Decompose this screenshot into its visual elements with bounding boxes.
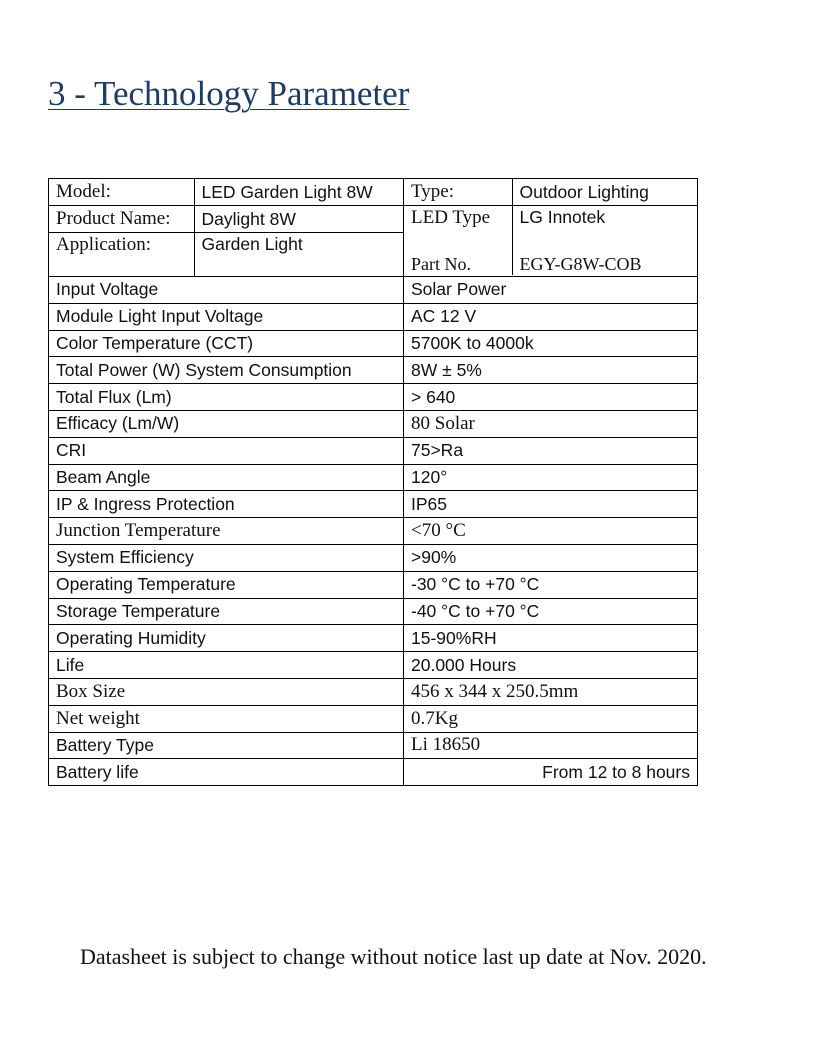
led-type-label: LED Type [404, 206, 512, 250]
spec-value: 5700K to 4000k [404, 330, 698, 357]
spec-label: CRI [49, 437, 404, 464]
spec-row [49, 384, 698, 411]
left-header-block [49, 179, 404, 276]
spec-value: >90% [404, 544, 698, 571]
spec-row [49, 732, 698, 759]
model-value: LED Garden Light 8W [194, 179, 404, 206]
application-value: Garden Light [201, 234, 303, 254]
spec-label: Operating Temperature [49, 571, 404, 598]
spec-value: AC 12 V [404, 303, 698, 330]
product-name-value: Daylight 8W [194, 206, 404, 233]
spec-row [49, 759, 698, 786]
footer-note: Datasheet is subject to change without notice last up date at Nov. 2020. [80, 944, 707, 969]
spec-label: System Efficiency [49, 544, 404, 571]
spec-row [49, 678, 698, 705]
spec-label: Net weight [49, 705, 404, 732]
right-header-block [404, 179, 698, 275]
spec-row [49, 544, 698, 571]
spec-row [49, 357, 698, 384]
spec-label: Module Light Input Voltage [49, 303, 404, 330]
spec-value: 120° [404, 464, 698, 491]
spec-row [49, 277, 698, 304]
type-value: Outdoor Lighting [512, 179, 698, 206]
spec-label: Efficacy (Lm/W) [49, 410, 404, 437]
part-no-label: Part No. [404, 249, 512, 275]
spec-value: > 640 [404, 384, 698, 411]
spec-value: 456 x 344 x 250.5mm [404, 678, 698, 705]
spec-label: IP & Ingress Protection [49, 491, 404, 518]
spec-row [49, 410, 698, 437]
spec-value: From 12 to 8 hours [404, 759, 698, 786]
spec-value: Solar Power [404, 277, 698, 304]
spec-value: 80 Solar [404, 410, 698, 437]
spec-value: 15-90%RH [404, 625, 698, 652]
spec-row [49, 518, 698, 545]
spec-value: <70 °C [404, 518, 698, 545]
led-type-value: LG Innotek [519, 207, 606, 227]
spec-value: 8W ± 5% [404, 357, 698, 384]
spec-row [49, 625, 698, 652]
spec-value: 75>Ra [404, 437, 698, 464]
spec-label: Battery Type [49, 732, 404, 759]
spec-value: 0.7Kg [404, 705, 698, 732]
spec-label: Total Flux (Lm) [49, 384, 404, 411]
spec-row [49, 571, 698, 598]
spec-row [49, 652, 698, 679]
spec-row [49, 598, 698, 625]
spec-label: Operating Humidity [49, 625, 404, 652]
type-label: Type: [404, 179, 512, 206]
spec-label: Total Power (W) System Consumption [49, 357, 404, 384]
spec-value: 20.000 Hours [404, 652, 698, 679]
application-label: Application: [49, 233, 194, 277]
model-label: Model: [49, 179, 194, 206]
spec-row [49, 464, 698, 491]
spec-table [48, 178, 698, 786]
spec-label: Life [49, 652, 404, 679]
page-title: 3 - Technology Parameter [48, 74, 410, 113]
spec-value: IP65 [404, 491, 698, 518]
spec-value: Li 18650 [404, 732, 698, 759]
spec-label: Color Temperature (CCT) [49, 330, 404, 357]
spec-value: -30 °C to +70 °C [404, 571, 698, 598]
spec-label: Box Size [49, 678, 404, 705]
spec-label: Input Voltage [49, 277, 404, 304]
spec-header-row [49, 179, 698, 277]
spec-row [49, 705, 698, 732]
spec-row [49, 303, 698, 330]
spec-label: Beam Angle [49, 464, 404, 491]
spec-row [49, 491, 698, 518]
part-no-value: EGY-G8W-COB [519, 254, 642, 274]
spec-value: -40 °C to +70 °C [404, 598, 698, 625]
spec-label: Storage Temperature [49, 598, 404, 625]
spec-label: Junction Temperature [49, 518, 404, 545]
spec-label: Battery life [49, 759, 404, 786]
spec-row [49, 330, 698, 357]
spec-row [49, 437, 698, 464]
product-name-label: Product Name: [49, 206, 194, 233]
